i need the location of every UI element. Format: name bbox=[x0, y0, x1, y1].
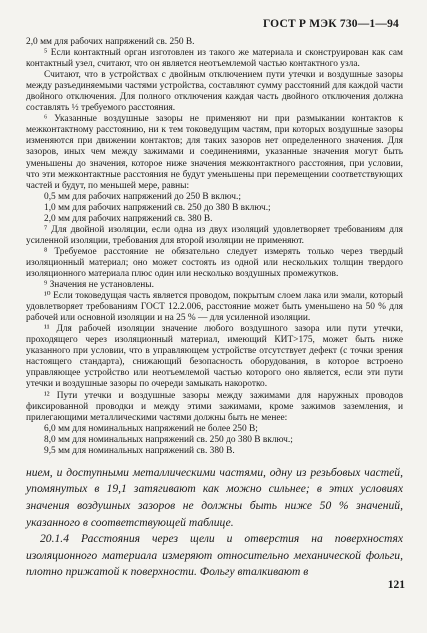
footnote-12-item-3: 9,5 мм для номинальных напряжений св. 380 В. bbox=[44, 445, 235, 456]
footnote-12-item-2: 8,0 мм для номинальных напряжений св. 250 до 380 В включ.; bbox=[44, 434, 293, 445]
footnote-5: ⁵ Если контактный орган изготовлен из такого же материала и сконструирован как сам контактный узел, считают, что он является неотъемлемой частью контактного узла. bbox=[26, 48, 403, 70]
footnote-6-item-2: 1,0 мм для рабочих напряжений св. 250 до 380 В включ.; bbox=[44, 202, 271, 213]
footnote-11: ¹¹ Для рабочей изоляции значение любого воздушного зазора или пути утечки, проходящего через изоляционный материал, имеющий КИТ>175, может быть ниже указанного при условии, что в управляющем устройстве отсутствует дефект (с точки зрения настоящего стандарта), снижающий безопасность оборудования, в которое встроено управляющее устройство или неотъемлемой частью которого оно является, если эти пути утечки и воздушные зазоры по очереди замыкать накоротко. bbox=[26, 324, 403, 390]
footnote-6-item-1: 0,5 мм для рабочих напряжений до 250 В включ.; bbox=[44, 191, 241, 202]
footnote-5-continued: Считают, что в устройствах с двойным отключением пути утечки и воздушные зазоры между разъединяемыми частями устройства, составляют сумму расстояний для каждой части двойного отключения. Для полного отключения каждая часть двойного отключения должна составлять ½ требуемого расстояния. bbox=[26, 70, 403, 114]
footnote-10: ¹⁰ Если токоведущая часть является проводом, покрытым слоем лака или эмали, который удовлетворяет требованиям ГОСТ 12.2.006, расстояние может быть уменьшено на 50 % для рабочей или основной изоляции и на 25 % — для усиленной изоляции. bbox=[26, 291, 403, 324]
page-header: ГОСТ Р МЭК 730—1—94 bbox=[262, 18, 399, 30]
footnote-7: ⁷ Для двойной изоляции, если одна из двух изоляций удовлетворяет требованиям для усиленной изоляции, требования для второй изоляции не применяют. bbox=[26, 224, 403, 246]
footnote-8: ⁸ Требуемое расстояние не обязательно следует измерять только через твердый изоляционный материал; оно может состоять из одной или нескольких толщин твердого изоляционного материала плюс один или несколько воздушных промежутков. bbox=[26, 246, 403, 279]
page-number: 121 bbox=[387, 579, 405, 591]
footnote-6-item-3: 2,0 мм для рабочих напряжений св. 380 В. bbox=[44, 213, 213, 224]
footnote-6: ⁶ Указанные воздушные зазоры не применяют ни при размыкании контактов к межконтактному расстоянию, ни к тем токоведущим частям, при которых воздушные зазоры изменяются при движении контактов; для таких зазоров нет определенного значения. Для зазоров, иных чем между зажимами и соединениями, указанные значения могут быть уменьшены до значения, которое ниже значения межконтактного расстояния, при условии, что эти межконтактные расстояния не будут уменьшены при перемещении соответствующих частей и будут, по меньшей мере, равны: bbox=[26, 114, 403, 191]
footnote-12: ¹² Пути утечки и воздушные зазоры между зажимами для наружных проводов фиксированной проводки и между этими зажимами, кроме зажимов заземления, и прилегающими металлическими частями должны быть не менее: bbox=[26, 390, 403, 423]
footnote-9: ⁹ Значения не установлены. bbox=[44, 280, 154, 291]
footnotes-block bbox=[26, 37, 403, 457]
section-20-1-4-paragraph: 20.1.4 Расстояния через щели и отверстия на поверхностях изоляционного материала измеряют относительно механической фольги, плотно прижатой к поверхности. Фольгу вталкивают в bbox=[26, 532, 403, 579]
footnote-12-item-1: 6,0 мм для номинальных напряжений не более 250 В; bbox=[44, 423, 258, 434]
footnote-continuation: 2,0 мм для рабочих напряжений св. 250 В. bbox=[26, 37, 195, 47]
main-text-block bbox=[26, 465, 403, 581]
main-paragraph-continuation: нием, и доступными металлическими частями, одну из резьбовых частей, упомянутых в 19,1 затягивают как можно сильнее; в этих условиях значения воздушных зазоров не должны быть ниже 50 % значений, указанного в соответствующей таблице. bbox=[26, 465, 403, 529]
